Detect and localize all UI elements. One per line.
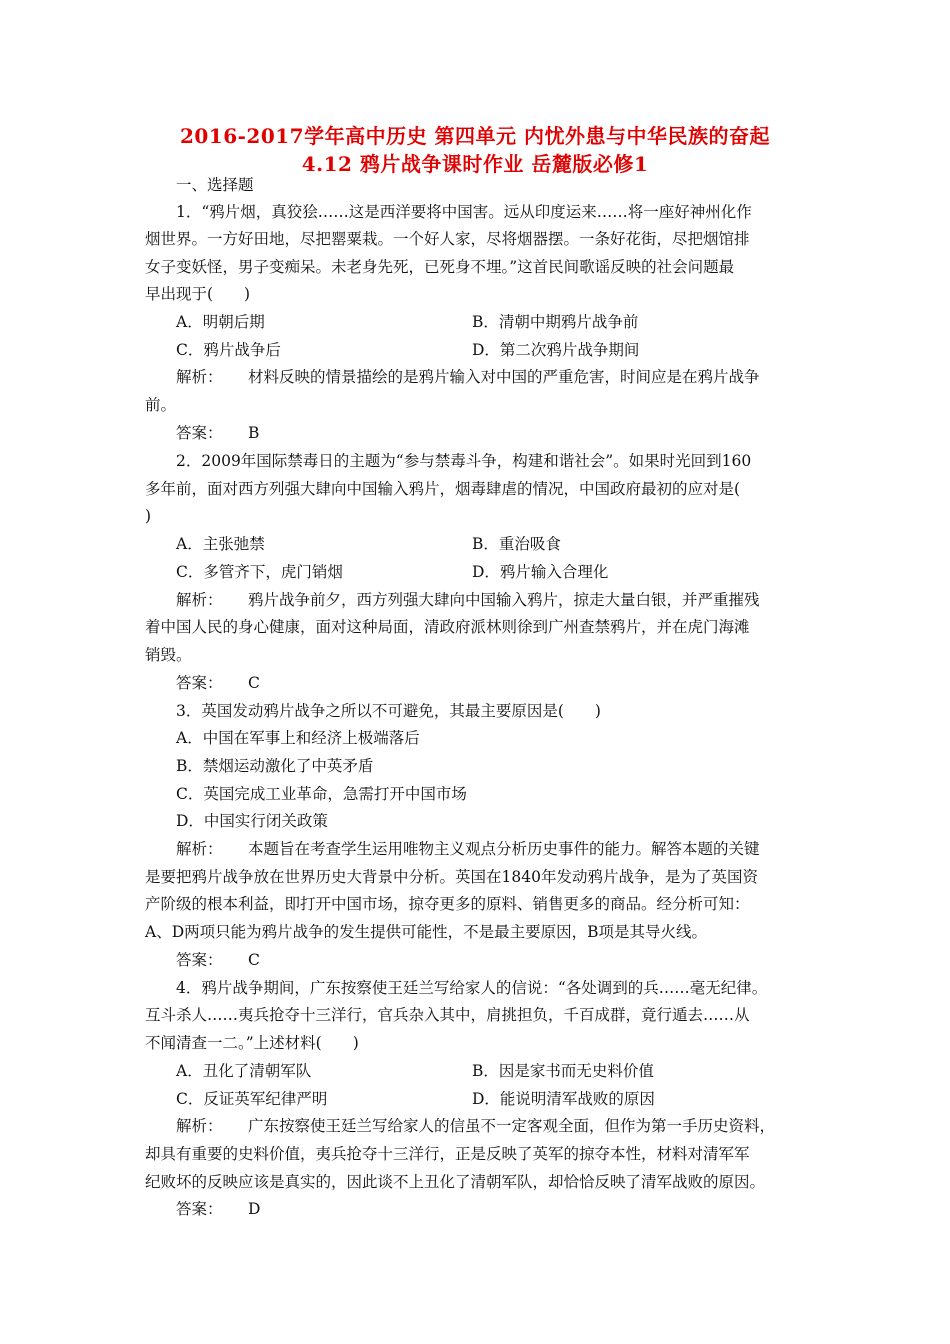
q4-answer	[176, 1198, 260, 1220]
q3-stem: 3．英国发动鸦片战争之所以不可避免，其最主要原因是( )	[176, 702, 601, 720]
q2-option-b: B．重治吸食	[472, 535, 561, 553]
q4-stem-line-3: 不闻清查一二。”上述材料( )	[145, 1034, 359, 1052]
q4-answer-value: D	[248, 1200, 261, 1218]
q4-option-c: C．反证英军纪律严明	[176, 1090, 328, 1108]
q4-analysis-line-2: 却具有重要的史料价值，夷兵抢夺十三洋行，正是反映了英军的掠夺本性，材料对清军军	[145, 1145, 750, 1163]
q4-stem-line-1: 4．鸦片战争期间，广东按察使王廷兰写给家人的信说：“各处调到的兵……毫无纪律。	[176, 979, 768, 997]
q1-option-d: D．第二次鸦片战争期间	[472, 341, 640, 359]
q1-stem-line-1: 1．“鸦片烟，真狡狯……这是西洋要将中国害。远从印度运来……将一座好神州化作	[176, 203, 752, 221]
q4-stem-line-2: 互斗杀人……夷兵抢夺十三洋行，官兵杂入其中，肩挑担负，千百成群，竟行遁去……从	[145, 1006, 750, 1024]
q1-option-c: C．鸦片战争后	[176, 341, 281, 359]
q1-stem-line-4: 早出现于( )	[145, 285, 251, 303]
q3-analysis-text: 本题旨在考查学生运用唯物主义观点分析历史事件的能力。解答本题的关键	[248, 840, 760, 858]
q1-analysis-line-2: 前。	[145, 396, 177, 414]
document-title-line-2: 4.12 鸦片战争课时作业 岳麓版必修1	[301, 152, 649, 176]
q4-analysis-text: 广东按察使王廷兰写给家人的信虽不一定客观全面，但作为第一手历史资料，	[248, 1117, 776, 1135]
q1-analysis-line-1	[176, 366, 760, 388]
q4-analysis-line-1	[176, 1115, 775, 1137]
q2-answer	[176, 672, 260, 694]
section-heading: 一、选择题	[176, 176, 254, 194]
q3-analysis-line-4: A、D两项只能为鸦片战争的发生提供可能性，不是最主要原因，B项是其导火线。	[145, 923, 708, 941]
q2-analysis-line-3: 销毁。	[145, 646, 192, 664]
document-title-line-1: 2016-2017学年高中历史 第四单元 内忧外患与中华民族的奋起	[179, 124, 771, 148]
q1-answer	[176, 422, 259, 444]
q3-analysis-line-3: 产阶级的根本利益，即打开中国市场，掠夺更多的原料、销售更多的商品。经分析可知：	[145, 895, 750, 913]
answer-label: 答案：	[176, 674, 223, 692]
answer-label: 答案：	[176, 1200, 223, 1218]
q2-stem-line-1: 2．2009年国际禁毒日的主题为“参与禁毒斗争，构建和谐社会”。如果时光回到160	[176, 452, 752, 470]
q3-option-c: C．英国完成工业革命，急需打开中国市场	[176, 785, 467, 803]
answer-label: 答案：	[176, 951, 223, 969]
q2-option-c: C．多管齐下，虎门销烟	[176, 563, 343, 581]
q3-analysis-line-2: 是要把鸦片战争放在世界历史大背景中分析。英国在1840年发动鸦片战争，是为了英国资	[145, 868, 758, 886]
q4-option-d: D．能说明清军战败的原因	[472, 1090, 655, 1108]
analysis-label: 解析：	[176, 1117, 223, 1135]
q1-stem-line-2: 烟世界。一方好田地，尽把罂粟栽。一个好人家，尽将烟器摆。一条好花街，尽把烟馆排	[145, 230, 750, 248]
q3-analysis-line-1	[176, 838, 760, 860]
q1-answer-value: B	[248, 424, 260, 442]
q2-analysis-line-1	[176, 589, 760, 611]
q3-option-b: B．禁烟运动激化了中英矛盾	[176, 757, 374, 775]
analysis-label: 解析：	[176, 591, 223, 609]
answer-label: 答案：	[176, 424, 223, 442]
q1-option-b: B．清朝中期鸦片战争前	[472, 313, 639, 331]
q1-analysis-text: 材料反映的情景描绘的是鸦片输入对中国的严重危害，时间应是在鸦片战争	[248, 368, 760, 386]
analysis-label: 解析：	[176, 840, 223, 858]
q2-analysis-text: 鸦片战争前夕，西方列强大肆向中国输入鸦片，掠走大量白银，并严重摧残	[248, 591, 760, 609]
q2-analysis-line-2: 着中国人民的身心健康，面对这种局面，清政府派林则徐到广州查禁鸦片，并在虎门海滩	[145, 618, 750, 636]
q4-option-b: B．因是家书而无史料价值	[472, 1062, 654, 1080]
analysis-label: 解析：	[176, 368, 223, 386]
q1-stem-line-3: 女子变妖怪，男子变痴呆。未老身先死，已死身不埋。”这首民间歌谣反映的社会问题最	[145, 258, 735, 276]
q3-answer-value: C	[248, 951, 260, 969]
q2-stem-line-2: 多年前，面对西方列强大肆向中国输入鸦片，烟毒肆虐的情况，中国政府最初的应对是(	[145, 480, 741, 498]
q2-option-d: D．鸦片输入合理化	[472, 563, 609, 581]
q2-answer-value: C	[248, 674, 260, 692]
q3-answer	[176, 949, 260, 971]
q2-stem-line-3: )	[145, 507, 152, 525]
q4-analysis-line-3: 纪败坏的反映应该是真实的，因此谈不上丑化了清朝军队，却恰恰反映了清军战败的原因。	[145, 1173, 766, 1191]
q2-option-a: A．主张弛禁	[176, 535, 265, 553]
q3-option-d: D．中国实行闭关政策	[176, 812, 328, 830]
q4-option-a: A．丑化了清朝军队	[176, 1062, 312, 1080]
q1-option-a: A．明朝后期	[176, 313, 265, 331]
q3-option-a: A．中国在军事上和经济上极端落后	[176, 729, 420, 747]
